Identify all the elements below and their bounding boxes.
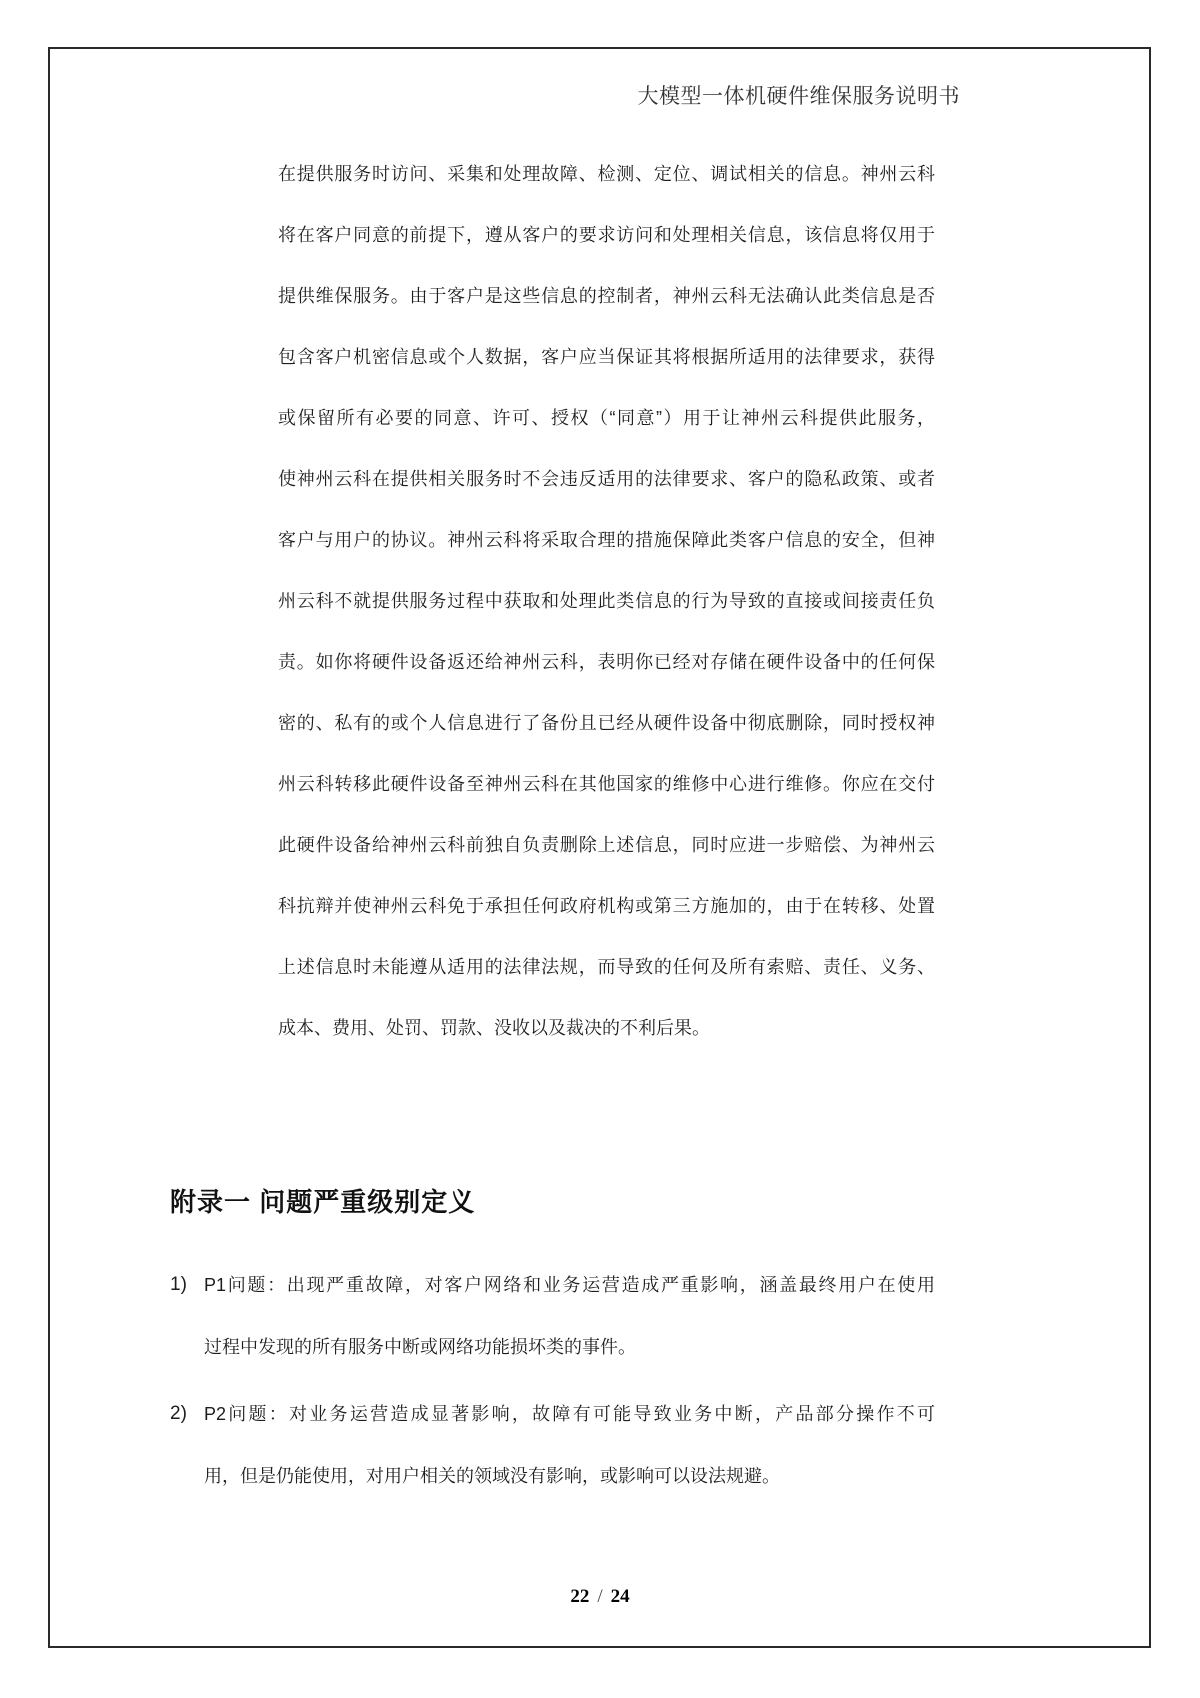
page-number-separator: /	[597, 1586, 603, 1607]
list-item-line: 过程中发现的所有服务中断或网络功能损坏类的事件。	[204, 1337, 636, 1357]
list-item-p2	[170, 1383, 935, 1507]
list-item-marker: 2)	[170, 1403, 187, 1424]
paragraph-line: 客户与用户的协议。神州云科将采取合理的措施保障此类客户信息的安全，但神	[278, 530, 935, 550]
list-item-marker: 1)	[170, 1274, 187, 1295]
list-item-text	[204, 1383, 935, 1507]
paragraph-line: 密的、私有的或个人信息进行了备份且已经从硬件设备中彻底删除，同时授权神	[278, 713, 935, 733]
list-item-line: P2问题：对业务运营造成显著影响，故障有可能导致业务中断，产品部分操作不可	[204, 1404, 935, 1424]
body-paragraph	[278, 144, 935, 1059]
paragraph-line: 科抗辩并使神州云科免于承担任何政府机构或第三方施加的，由于在转移、处置	[278, 896, 935, 916]
paragraph-line: 成本、费用、处罚、罚款、没收以及裁决的不利后果。	[278, 1018, 710, 1038]
paragraph-line: 提供维保服务。由于客户是这些信息的控制者，神州云科无法确认此类信息是否	[278, 286, 935, 306]
list-item-line: 用，但是仍能使用，对用户相关的领域没有影响，或影响可以设法规避。	[204, 1466, 780, 1486]
list-item-p1	[170, 1254, 935, 1378]
severity-definition-list	[170, 1254, 935, 1507]
paragraph-line: 使神州云科在提供相关服务时不会违反适用的法律要求、客户的隐私政策、或者	[278, 469, 935, 489]
page-number-current: 22	[570, 1586, 590, 1607]
paragraph-line: 此硬件设备给神州云科前独自负责删除上述信息，同时应进一步赔偿、为神州云	[278, 835, 935, 855]
document-header-title: 大模型一体机硬件维保服务说明书	[637, 84, 960, 108]
page-number-total: 24	[610, 1586, 630, 1607]
paragraph-line: 州云科不就提供服务过程中获取和处理此类信息的行为导致的直接或间接责任负	[278, 591, 935, 611]
paragraph-line: 州云科转移此硬件设备至神州云科在其他国家的维修中心进行维修。你应在交付	[278, 774, 935, 794]
list-item-text	[204, 1254, 935, 1378]
paragraph-line: 在提供服务时访问、采集和处理故障、检测、定位、调试相关的信息。神州云科	[278, 164, 935, 184]
paragraph-line: 包含客户机密信息或个人数据，客户应当保证其将根据所适用的法律要求，获得	[278, 347, 935, 367]
list-item-line: P1问题：出现严重故障，对客户网络和业务运营造成严重影响，涵盖最终用户在使用	[204, 1275, 935, 1295]
paragraph-line: 或保留所有必要的同意、许可、授权（“同意”）用于让神州云科提供此服务，	[278, 408, 935, 428]
paragraph-line: 上述信息时未能遵从适用的法律法规，而导致的任何及所有索赔、责任、义务、	[278, 957, 935, 977]
page-footer	[0, 1586, 1200, 1608]
appendix-heading: 附录一 问题严重级别定义	[170, 1187, 476, 1217]
paragraph-line: 将在客户同意的前提下，遵从客户的要求访问和处理相关信息，该信息将仅用于	[278, 225, 935, 245]
paragraph-line: 责。如你将硬件设备返还给神州云科，表明你已经对存储在硬件设备中的任何保	[278, 652, 935, 672]
